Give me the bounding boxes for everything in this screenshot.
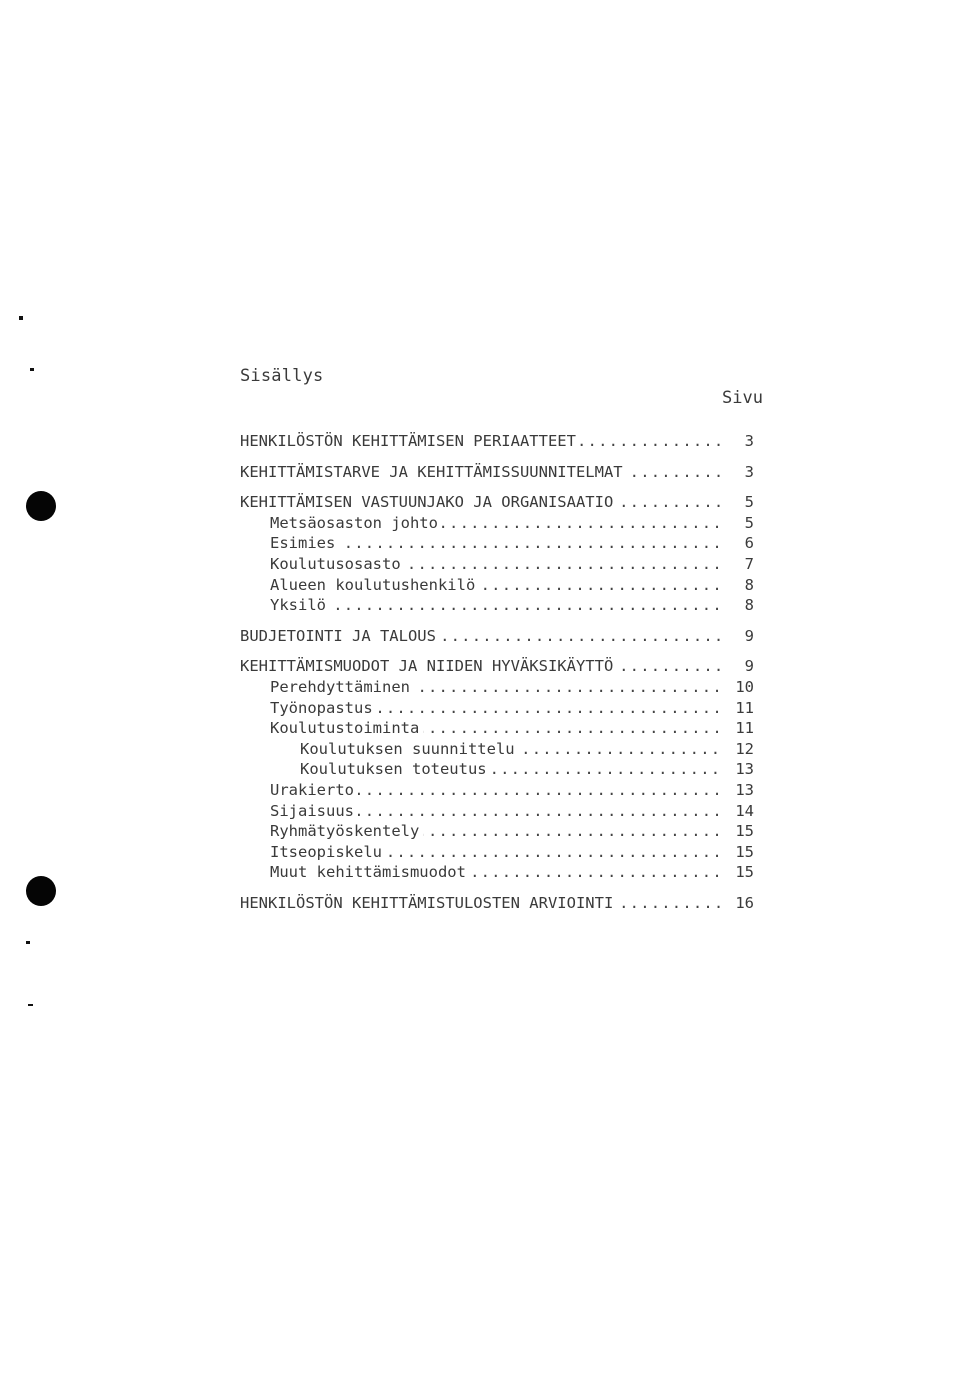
toc-title: Sisällys: [240, 366, 324, 386]
toc-entry-label: Metsäosaston johto: [270, 513, 442, 534]
toc-entry: [240, 718, 760, 739]
toc-entry-label: BUDJETOINTI JA TALOUS: [240, 626, 440, 647]
toc-entry-page: 8: [744, 596, 754, 615]
toc-entry-label: Itseopiskelu: [270, 842, 386, 863]
toc-entry: [240, 575, 760, 596]
dot-leader: [270, 595, 720, 616]
toc-entry: [240, 821, 760, 842]
toc-entry-label: Koulutuksen suunnittelu: [300, 739, 519, 760]
toc-entry-label: Esimies: [270, 533, 339, 554]
margin-mark: [19, 316, 23, 320]
toc-entry-label: Koulutusosasto: [270, 554, 405, 575]
toc-entry-page: 10: [735, 677, 754, 696]
toc-entry-page: 9: [744, 657, 754, 676]
punch-hole-top: [26, 491, 56, 521]
toc-entry-label: HENKILÖSTÖN KEHITTÄMISTULOSTEN ARVIOINTI: [240, 893, 617, 914]
toc-entry-label: Sijaisuus: [270, 801, 358, 822]
toc-entry-page: 3: [744, 462, 754, 481]
toc-entry-page: 3: [744, 432, 754, 450]
toc-entry-label: Perehdyttäminen: [270, 677, 414, 698]
toc-entry-page: 7: [744, 554, 754, 573]
punch-hole-bottom: [26, 876, 56, 906]
toc-entry: [240, 626, 760, 647]
page-column-header: Sivu: [722, 388, 763, 408]
toc-entry: [240, 698, 760, 719]
toc-entry-page: 15: [735, 822, 754, 841]
toc-entry-page: 6: [744, 534, 754, 553]
margin-mark: [28, 1004, 33, 1006]
toc-entry-label: Ryhmätyöskentely: [270, 821, 423, 842]
toc-entry-page: 11: [735, 698, 754, 717]
toc-entry: [240, 554, 760, 575]
toc-entry-page: 8: [744, 575, 754, 594]
toc-entry: [240, 862, 760, 883]
toc-entry: [240, 492, 760, 513]
toc-entry-label: KEHITTÄMISMUODOT JA NIIDEN HYVÄKSIKÄYTTÖ: [240, 656, 617, 677]
toc-entry: [240, 893, 760, 914]
toc-entry-label: Muut kehittämismuodot: [270, 862, 470, 883]
toc-entry-page: 15: [735, 842, 754, 861]
toc-entry: [240, 462, 760, 483]
toc-entry-label: Koulutustoiminta: [270, 718, 423, 739]
toc-entry-page: 15: [735, 863, 754, 882]
margin-mark: [26, 941, 30, 944]
margin-mark: [30, 368, 34, 371]
toc-entry: [240, 739, 760, 760]
toc-entry-page: 12: [735, 739, 754, 758]
toc-entry: [240, 595, 760, 616]
toc-entry-label: Työnopastus: [270, 698, 377, 719]
toc-entry: [240, 677, 760, 698]
toc-entry-label: Yksilö: [270, 595, 330, 616]
toc-entry-page: 13: [735, 780, 754, 799]
toc-entry: [240, 759, 760, 780]
toc-entry-page: 11: [735, 719, 754, 738]
toc-entry-label: Koulutuksen toteutus: [300, 759, 491, 780]
table-of-contents: [240, 431, 760, 913]
toc-entry-page: 13: [735, 760, 754, 779]
toc-entry: [240, 780, 760, 801]
toc-entry: [240, 513, 760, 534]
toc-entry: [240, 656, 760, 677]
toc-entry-page: 5: [744, 513, 754, 532]
toc-entry: [240, 533, 760, 554]
toc-entry-page: 5: [744, 493, 754, 512]
toc-entry: [240, 842, 760, 863]
toc-entry-label: HENKILÖSTÖN KEHITTÄMISEN PERIAATTEET: [240, 431, 580, 452]
toc-entry-label: Urakierto: [270, 780, 358, 801]
toc-entry-label: KEHITTÄMISTARVE JA KEHITTÄMISSUUNNITELMAT: [240, 462, 627, 483]
toc-entry-page: 14: [735, 801, 754, 820]
toc-entry: [240, 801, 760, 822]
toc-entry-page: 16: [735, 893, 754, 912]
toc-entry-page: 9: [744, 626, 754, 645]
toc-entry: [240, 431, 760, 452]
toc-entry-label: Alueen koulutushenkilö: [270, 575, 479, 596]
toc-entry-label: KEHITTÄMISEN VASTUUNJAKO JA ORGANISAATIO: [240, 492, 617, 513]
